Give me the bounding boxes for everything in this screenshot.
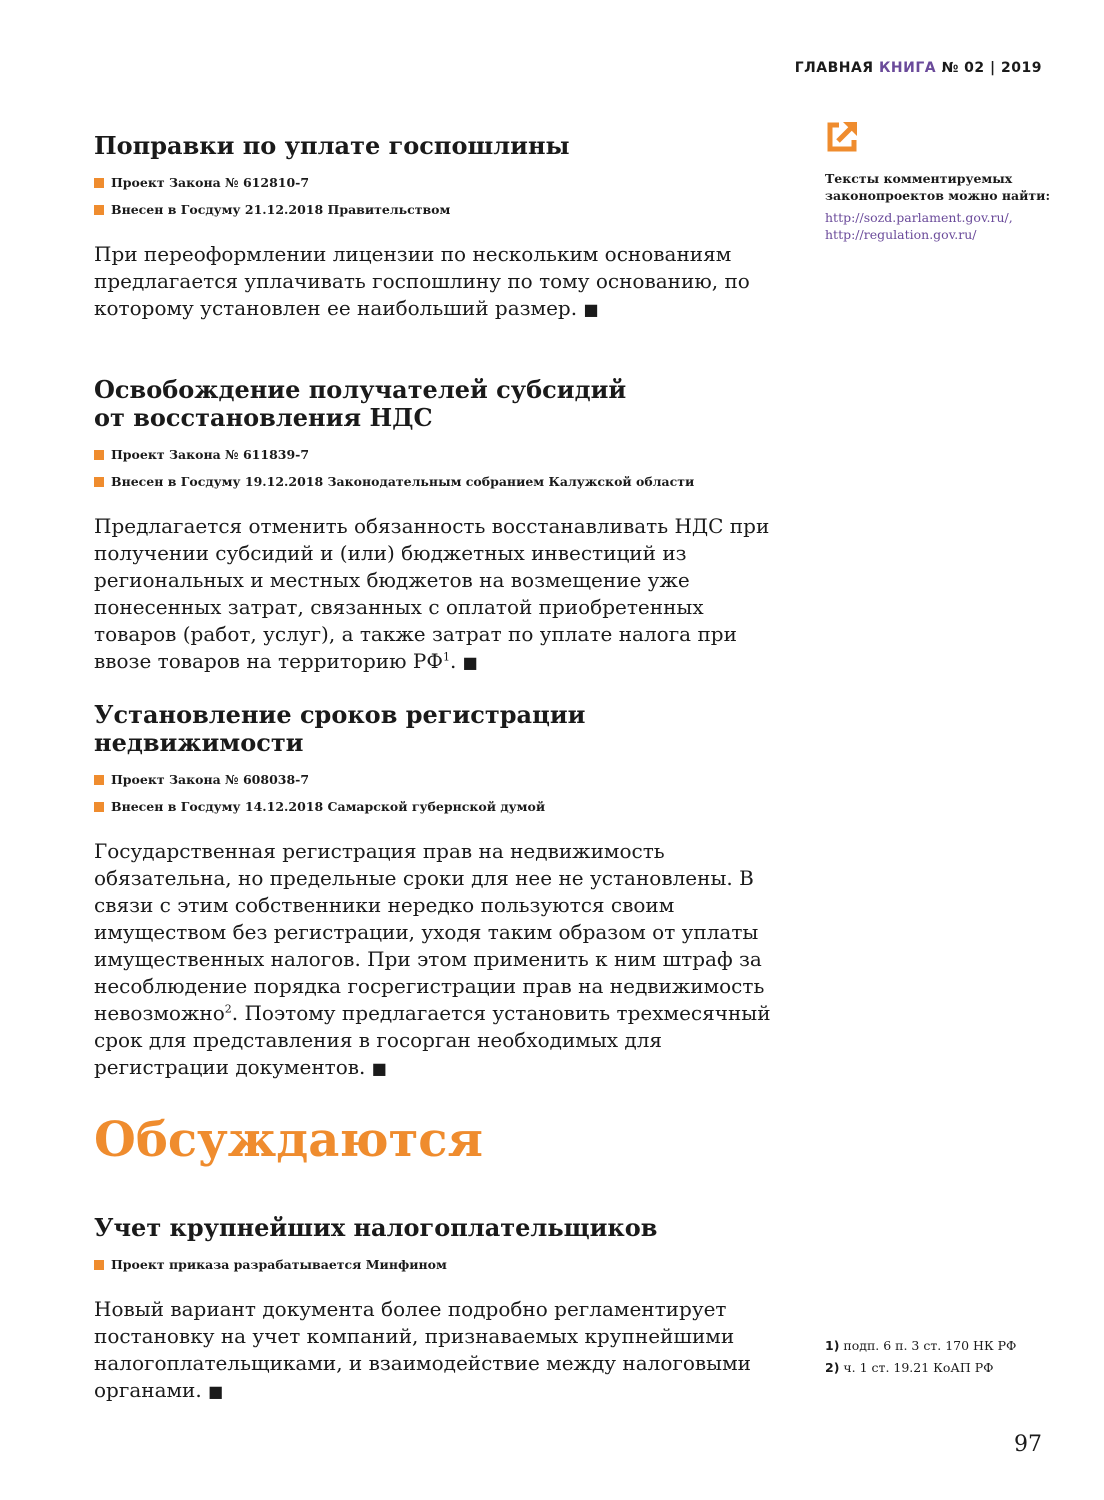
meta-text: Внесен в Госдуму 19.12.2018 Законодательным собранием Калужской области (111, 474, 695, 489)
bullet-icon (94, 1260, 104, 1270)
section-largest-taxpayers (94, 1214, 784, 1405)
section-vat-subsidies (94, 376, 784, 676)
meta-text: Проект Закона № 612810-7 (111, 175, 310, 190)
footnote-text: ч. 1 ст. 19.21 КоАП РФ (839, 1360, 994, 1375)
meta-line (94, 473, 784, 491)
body-text: Государственная регистрация прав на недвижимость обязательна, но предельные сроки для нее не установлены. В связи с этим собственники нередко пользуются своим имуществом без регистрации, уходя таким образом от уплаты имущественных налогов. При этом применить к ним штраф за несоблюдение порядка госрегистрации прав на недвижимость невозможно (94, 839, 765, 1025)
section-title: Учет крупнейших налогоплательщиков (94, 1213, 658, 1242)
bullet-icon (94, 477, 104, 487)
page-number: 97 (1014, 1432, 1042, 1457)
footnote-text: подп. 6 п. 3 ст. 170 НК РФ (839, 1338, 1017, 1353)
bullet-icon (94, 775, 104, 785)
masthead-kniga: КНИГА (878, 60, 937, 76)
body-text: Новый вариант документа более подробно регламентирует постановку на учет компаний, признаваемых крупнейшими налогоплательщиками, и взаимодействие между налоговыми органами. (94, 1297, 751, 1402)
section-title-line1: Освобождение получателей субсидий (94, 375, 627, 404)
footnote-ref: 2 (224, 1002, 232, 1016)
bullet-icon (94, 178, 104, 188)
sidebar-note (825, 120, 1055, 243)
body-text: Предлагается отменить обязанность восстанавливать НДС при получении субсидий и (или) бюджетных инвестиций из региональных и местных бюджетов на возмещение уже понесенных затрат, связанных с оплатой приобретенных товаров (работ, услуг), а также затрат по уплате налога при ввозе товаров на территорию РФ (94, 514, 770, 673)
body-text: При переоформлении лицензии по нескольким основаниям предлагается уплачивать госпошлину по тому основанию, по которому установлен ее наибольший размер. (94, 242, 750, 320)
sidebar-title: Тексты комментируемых законопроектов можно найти: (825, 171, 1051, 203)
section-title (94, 376, 784, 432)
section-body (94, 838, 784, 1082)
bullet-icon (94, 802, 104, 812)
footnote-num: 1) (825, 1338, 840, 1353)
section-title: Установление сроков регистрации недвижимости (94, 700, 586, 757)
section-body (94, 1296, 784, 1405)
sidebar-link-sozd[interactable]: http://sozd.parlament.gov.ru/, (825, 210, 1013, 225)
meta-text: Проект приказа разрабатывается Минфином (111, 1257, 447, 1272)
section-title-line2: от восстановления НДС (94, 403, 433, 432)
end-mark: ■ (371, 1059, 387, 1078)
discussed-heading: Обсуждаются (94, 1112, 483, 1168)
sidebar-link-regulation[interactable]: http://regulation.gov.ru/ (825, 227, 977, 242)
section-body: Предлагается отменить обязанность восстанавливать НДС при получении субсидий и (или) бюджетных инвестиций из региональных и местных бюджетов на возмещение уже понесенных затрат, связанных с оплатой приобретенных товаров (работ, услуг), а также затрат по уплате налога при ввозе товаров на территорию $РФ^1$. ■ (94, 514, 770, 673)
meta-line (94, 201, 784, 219)
meta-text: Внесен в Госдуму 21.12.2018 Правительством (111, 202, 451, 217)
meta-text: Внесен в Госдуму 14.12.2018 Самарской губернской думой (111, 799, 546, 814)
footnote-2 (825, 1359, 993, 1377)
masthead-issue: № 02 | 2019 (936, 60, 1042, 76)
end-mark: ■ (462, 653, 478, 672)
bullet-icon (94, 450, 104, 460)
end-mark: ■ (583, 300, 599, 319)
meta-line (94, 174, 784, 192)
bullet-icon (94, 205, 104, 215)
masthead (795, 60, 1042, 76)
external-link-icon (825, 120, 859, 154)
end-mark: ■ (208, 1382, 224, 1401)
meta-line (94, 771, 784, 789)
masthead-title: ГЛАВНАЯ (794, 60, 879, 76)
meta-text: Проект Закона № 611839-7 (111, 447, 310, 462)
section-state-duty (94, 132, 784, 323)
meta-line (94, 1256, 784, 1274)
footnote-1 (825, 1337, 1016, 1355)
meta-line (94, 446, 784, 464)
footnote-num: 2) (825, 1360, 840, 1375)
section-body (94, 241, 784, 323)
body-text: . Поэтому предлагается установить трехмесячный срок для представления в госорган необходимых для регистрации документов. (94, 1001, 771, 1079)
footnote-ref: 1 (442, 650, 450, 664)
meta-line (94, 798, 784, 816)
section-title: Поправки по уплате госпошлины (94, 131, 570, 160)
section-real-estate (94, 701, 784, 1082)
meta-text: Проект Закона № 608038-7 (111, 772, 310, 787)
